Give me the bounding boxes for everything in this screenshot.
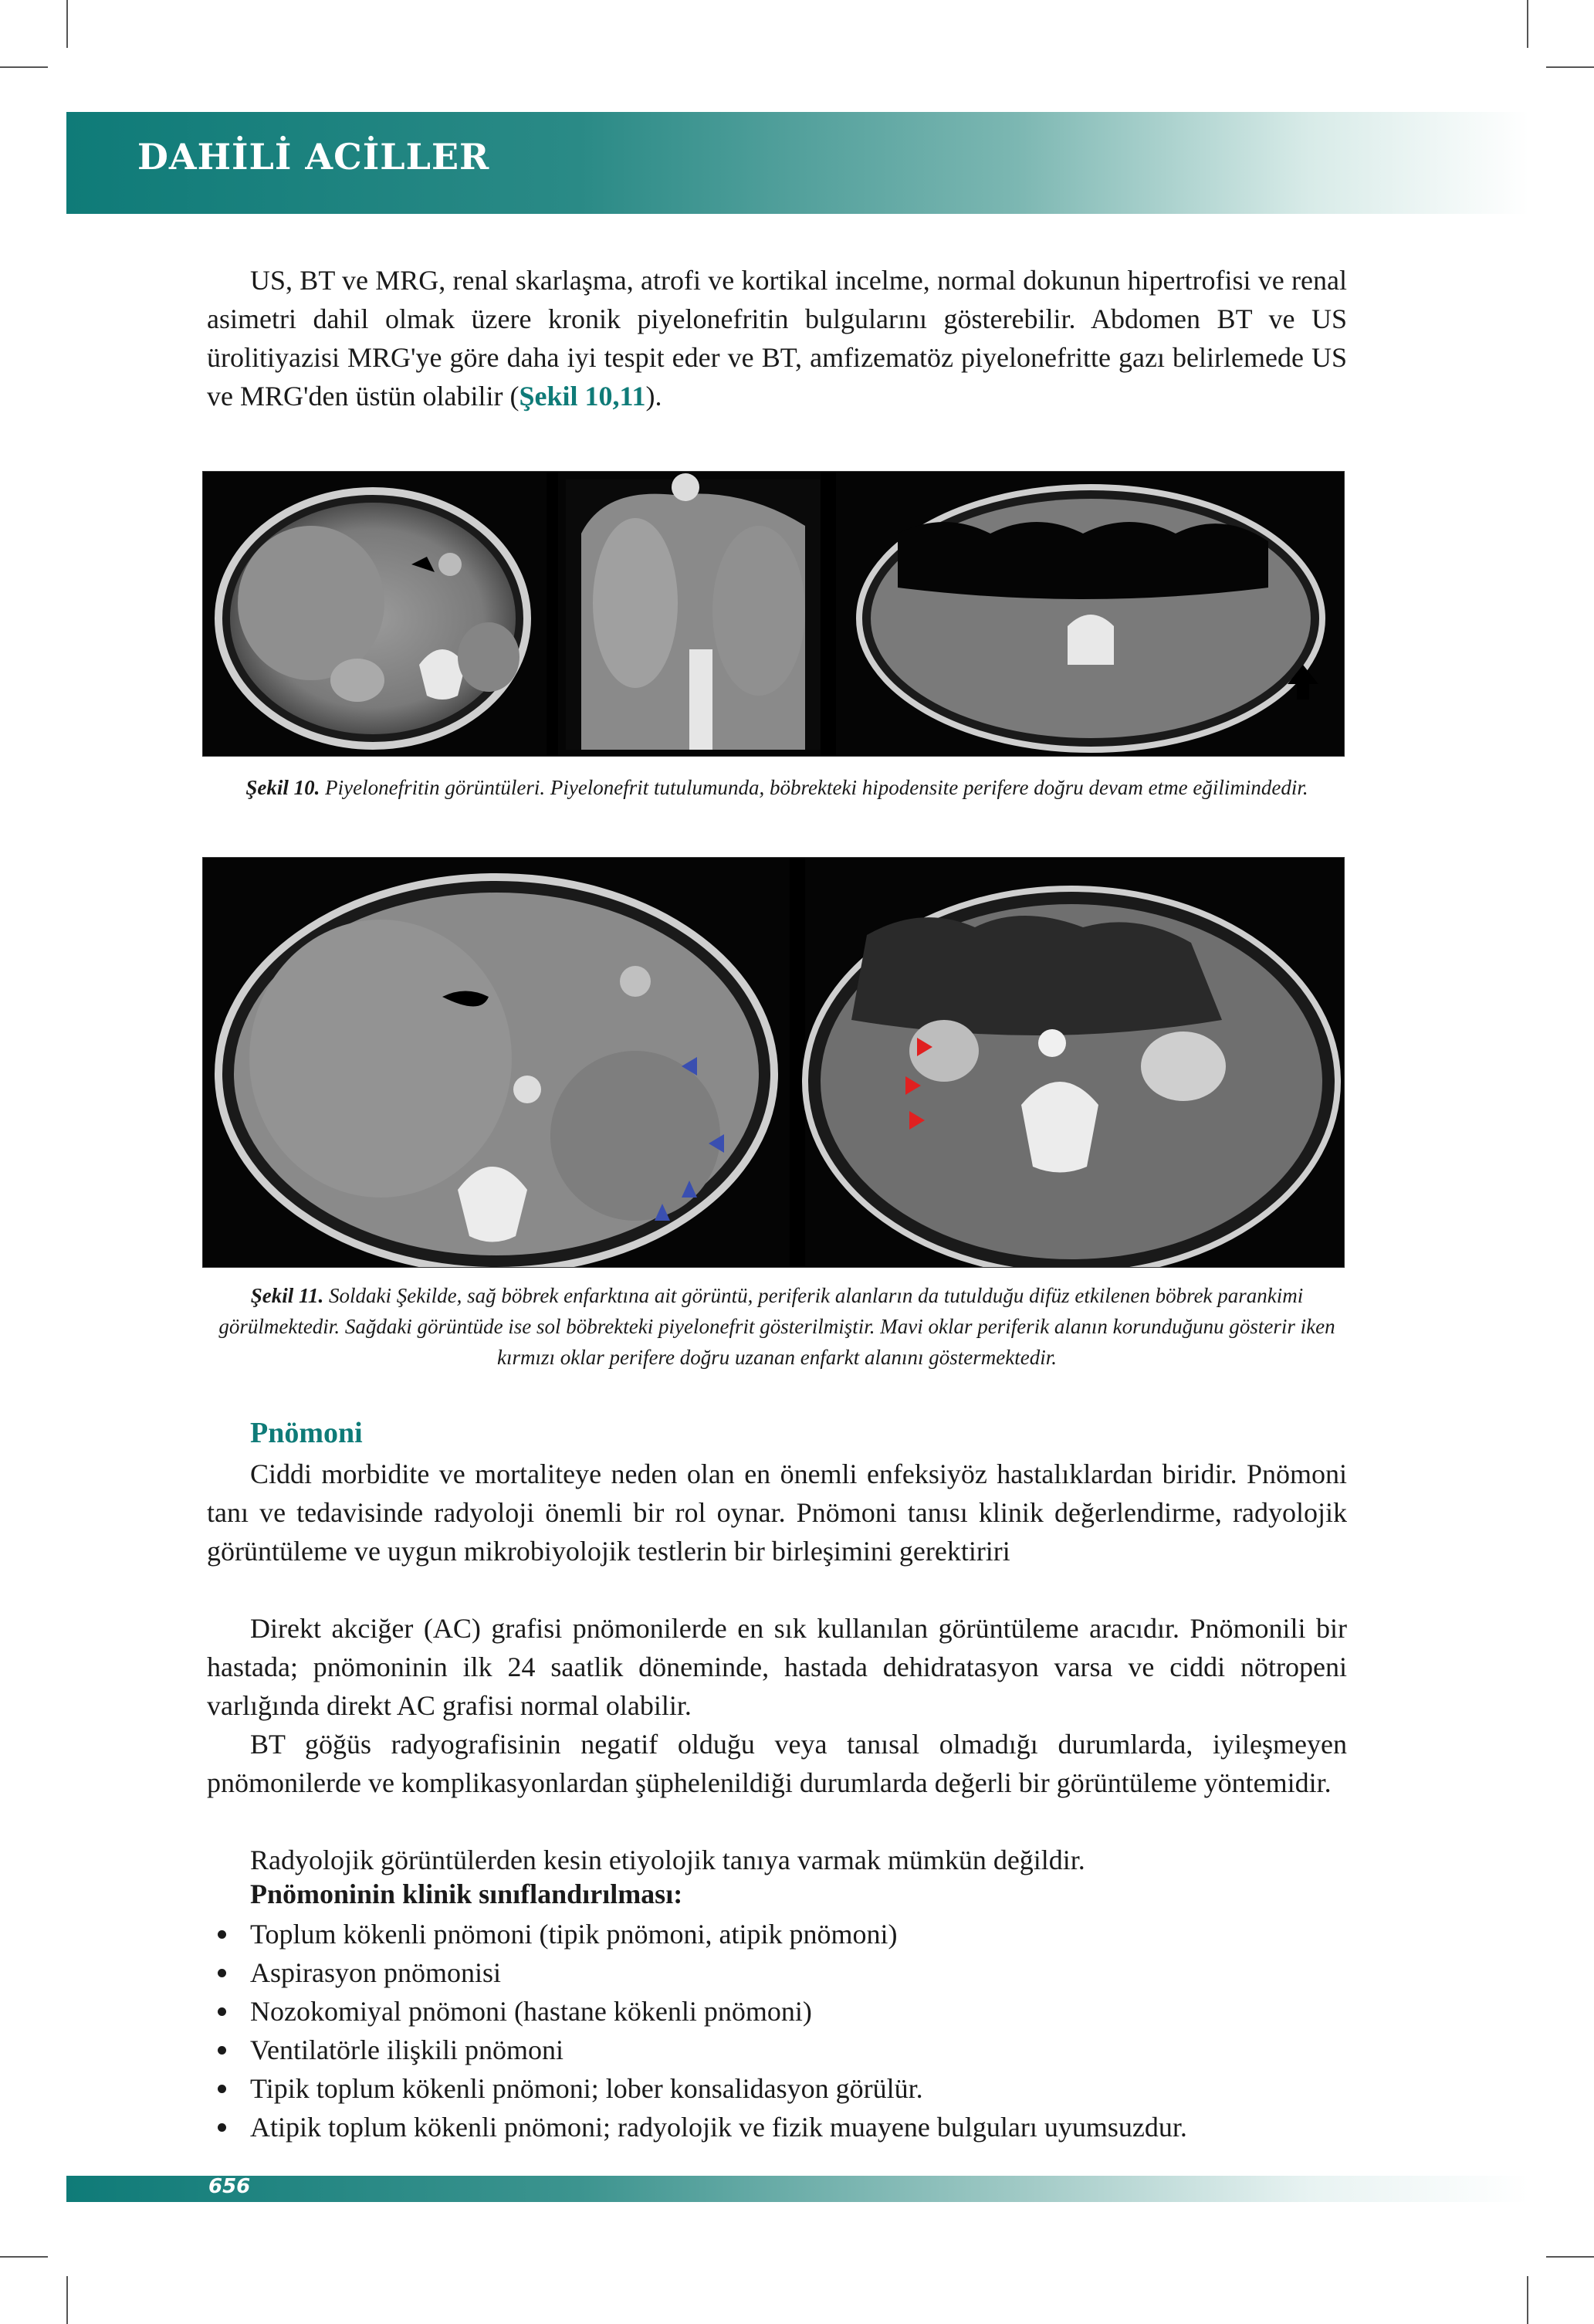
list-item-text: Ventilatörle ilişkili pnömoni	[250, 2034, 563, 2065]
bullet-icon	[218, 2046, 226, 2055]
intro-paragraph	[207, 261, 1347, 415]
crop-mark	[1546, 2256, 1594, 2258]
list-item	[207, 1915, 1380, 1953]
crop-mark	[66, 2276, 68, 2324]
classification-list	[207, 1915, 1380, 2146]
list-item	[207, 2031, 1380, 2069]
intro-text-end: ).	[645, 381, 662, 412]
paragraph-text: Ciddi morbidite ve mortaliteye neden olan en önemli enfeksiyöz hastalıklardan biridir. Pnömoni tanı ve tedavisinde radyoloji önemli bir rol oynar. Pnömoni tanısı klinik değerlendirme, radyolojik görüntüleme ve uygun mikrobiyolojik testlerin bir birleşimini gerektiriri	[207, 1458, 1347, 1567]
crop-mark	[0, 2256, 48, 2258]
figure-10-label: Şekil 10.	[245, 776, 320, 799]
bullet-icon	[218, 2007, 226, 2016]
section-paragraph-4	[207, 1841, 1347, 1879]
list-item	[207, 2069, 1380, 2108]
list-item-text: Atipik toplum kökenli pnömoni; radyolojik ve fizik muayene bulguları uyumsuzdur.	[250, 2112, 1187, 2143]
list-item-text: Tipik toplum kökenli pnömoni; lober konsalidasyon görülür.	[250, 2073, 923, 2104]
figure-11-caption-text: Soldaki Şekilde, sağ böbrek enfarktına ait görüntü, periferik alanların da tutulduğu difüz etkilenen böbrek parankimi görülmektedir. Sağdaki görüntüde ise sol böbrekteki piyelonefrit gösterilmiştir. Mavi oklar periferik alanın korunduğunu gösterir iken kırmızı oklar perifere doğru uzanan enfarkt alanını göstermektedir.	[218, 1284, 1335, 1369]
paragraph-text: BT göğüs radyografisinin negatif olduğu veya tanısal olmadığı durumlarda, iyileşmeyen pnömonilerde ve komplikasyonlardan şüphelenildiği durumlarda değerli bir görüntüleme yöntemidir.	[207, 1729, 1347, 1798]
section-paragraph-2	[207, 1609, 1347, 1725]
list-item-text: Toplum kökenli pnömoni (tipik pnömoni, atipik pnömoni)	[250, 1919, 898, 1950]
section-paragraph-3	[207, 1725, 1347, 1802]
figure-11-caption	[207, 1280, 1347, 1373]
figure-11-label: Şekil 11.	[250, 1284, 324, 1307]
ct-scan-panels-icon	[203, 472, 1344, 756]
bullet-icon	[218, 1930, 226, 1939]
list-item	[207, 1953, 1380, 1992]
crop-mark	[1546, 66, 1594, 68]
list-item	[207, 1992, 1380, 2031]
classification-title: Pnömoninin klinik sınıflandırılması:	[250, 1879, 683, 1909]
bullet-icon	[218, 2123, 226, 2132]
list-item-text: Aspirasyon pnömonisi	[250, 1957, 502, 1988]
list-item-text: Nozokomiyal pnömoni (hastane kökenli pnömoni)	[250, 1996, 812, 2027]
section-title: Pnömoni	[250, 1417, 363, 1449]
paragraph-text: Direkt akciğer (AC) grafisi pnömonilerde en sık kullanılan görüntüleme aracıdır. Pnömonili bir hastada; pnömoninin ilk 24 saatlik döneminde, hastada dehidratasyon varsa ve ciddi nötropeni varlığında direkt AC grafisi normal olabilir.	[207, 1613, 1347, 1721]
list-item	[207, 2108, 1380, 2146]
crop-mark	[66, 0, 68, 48]
footer-band	[66, 2176, 1529, 2202]
figure-10-caption-text: Piyelonefritin görüntüleri. Piyelonefrit tutulumunda, böbrekteki hipodensite perifere doğru devam etme eğilimindedir.	[320, 776, 1308, 799]
crop-mark	[0, 66, 48, 68]
bullet-icon	[218, 2085, 226, 2093]
page-number: 656	[208, 2175, 251, 2198]
chapter-title: DAHİLİ ACİLLER	[137, 136, 490, 178]
figure-10-caption	[207, 772, 1347, 803]
bullet-icon	[218, 1969, 226, 1977]
figure-10-image	[202, 471, 1345, 757]
ct-scan-panels-icon	[203, 858, 1344, 1267]
crop-mark	[1527, 2276, 1528, 2324]
crop-mark	[1527, 0, 1528, 48]
paragraph-text: Radyolojik görüntülerden kesin etiyolojik tanıya varmak mümkün değildir.	[250, 1845, 1085, 1875]
section-paragraph-1	[207, 1455, 1347, 1570]
intro-text: US, BT ve MRG, renal skarlaşma, atrofi ve kortikal incelme, normal dokunun hipertrofisi ve renal asimetri dahil olmak üzere kronik piyelonefritin bulgularını gösterebilir. Abdomen BT ve US ürolitiyazisi MRG'ye göre daha iyi tespit eder ve BT, amfizematöz piyelonefritte gazı belirlemede US ve MRG'den üstün olabilir (	[207, 265, 1347, 412]
figure-reference-link[interactable]: Şekil 10,11	[519, 381, 646, 412]
figure-11-image	[202, 857, 1345, 1268]
